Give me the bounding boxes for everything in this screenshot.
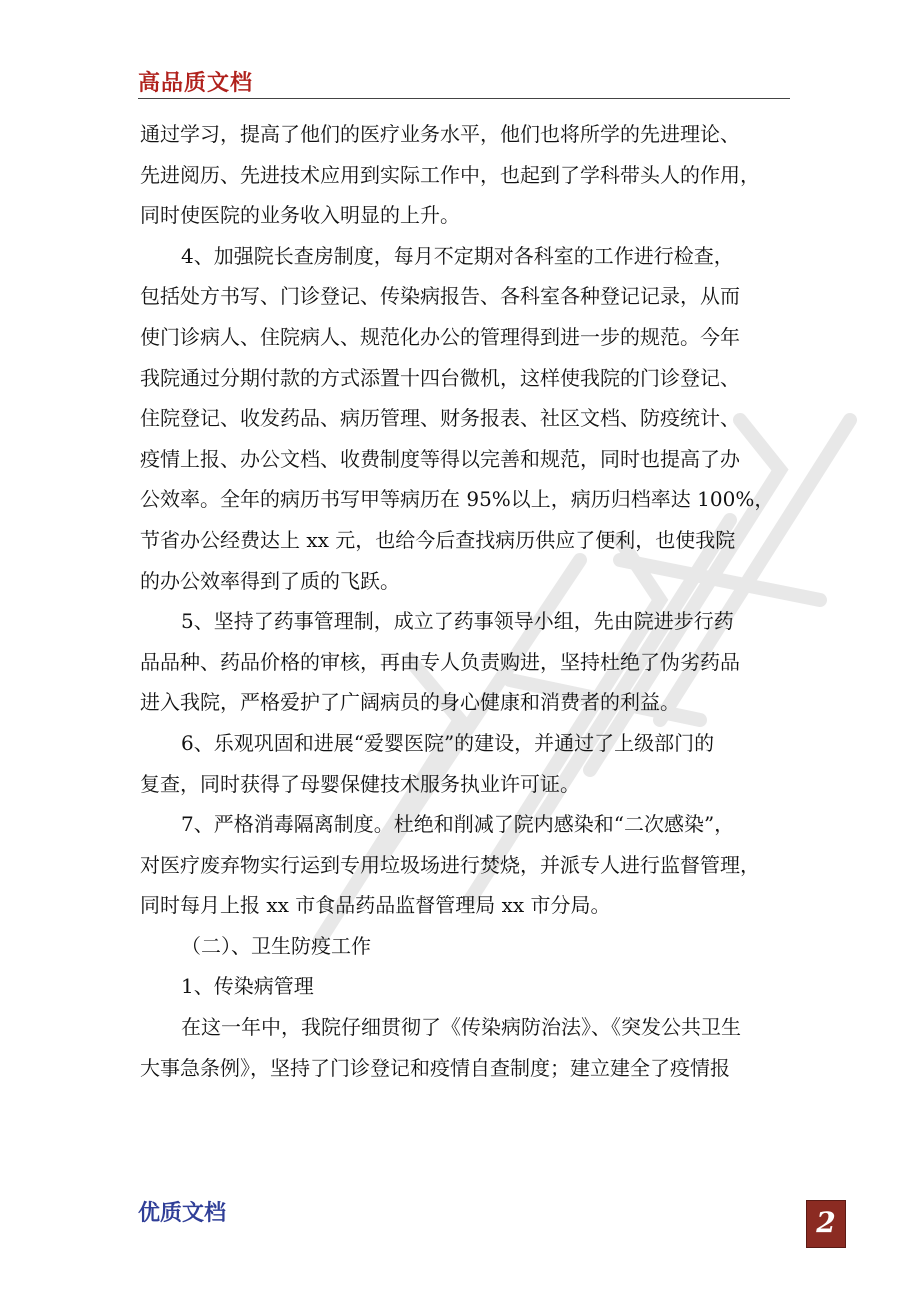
- body-line: 疫情上报、办公文档、收费制度等得以完善和规范，同时也提高了办: [140, 446, 740, 471]
- body-line: 5、坚持了药事管理制，成立了药事领导小组，先由院进步行药: [181, 609, 734, 634]
- body-line: 住院登记、收发药品、病历管理、财务报表、社区文档、防疫统计、: [140, 406, 740, 431]
- body-line: 1、传染病管理: [181, 974, 314, 999]
- body-line: 我院通过分期付款的方式添置十四台微机，这样使我院的门诊登记、: [140, 365, 740, 390]
- body-line: 节省办公经费达上 xx 元，也给今后查找病历供应了便利，也使我院: [140, 527, 736, 552]
- body-line: （二）、卫生防疫工作: [181, 933, 371, 958]
- body-line: 品品种、药品价格的审核，再由专人负责购进，坚持杜绝了伪劣药品: [140, 649, 740, 674]
- page-number-badge: 2: [806, 1200, 846, 1248]
- header-divider: [138, 98, 790, 99]
- body-line: 使门诊病人、住院病人、规范化办公的管理得到进一步的规范。今年: [140, 324, 740, 349]
- body-line: 进入我院，严格爱护了广阔病员的身心健康和消费者的利益。: [140, 690, 680, 715]
- header-title: 高品质文档: [138, 71, 254, 96]
- body-line: 大事急条例》，坚持了门诊登记和疫情自查制度；建立建全了疫情报: [140, 1055, 730, 1080]
- body-line: 包括处方书写、门诊登记、传染病报告、各科室各种登记记录，从而: [140, 284, 740, 309]
- body-line: 先进阅历、先进技术应用到实际工作中，也起到了学科带头人的作用，: [140, 162, 760, 187]
- body-line: 通过学习，提高了他们的医疗业务水平，他们也将所学的先进理论、: [140, 122, 740, 146]
- body-line: 的办公效率得到了质的飞跃。: [140, 568, 400, 593]
- body-line: 在这一年中，我院仔细贯彻了《传染病防治法》、《突发公共卫生: [181, 1015, 741, 1040]
- body-line: 公效率。全年的病历书写甲等病历在 95%以上，病历归档率达 100%，: [140, 487, 775, 512]
- body-line: 7、严格消毒隔离制度。杜绝和削减了院内感染和“二次感染”，: [181, 812, 735, 837]
- body-line: 4、加强院长查房制度，每月不定期对各科室的工作进行检查，: [181, 243, 734, 268]
- body-line: 对医疗废弃物实行运到专用垃圾场进行焚烧，并派专人进行监督管理，: [140, 852, 760, 877]
- body-line: 复查，同时获得了母婴保健技术服务执业许可证。: [140, 771, 580, 796]
- document-body: [140, 114, 790, 1088]
- body-line: 同时每月上报 xx 市食品药品监督管理局 xx 市分局。: [140, 893, 611, 918]
- footer-title: 优质文档: [138, 1201, 227, 1226]
- body-line: 同时使医院的业务收入明显的上升。: [140, 203, 460, 228]
- body-line: 6、乐观巩固和进展“爱婴医院”的建设，并通过了上级部门的: [181, 730, 715, 755]
